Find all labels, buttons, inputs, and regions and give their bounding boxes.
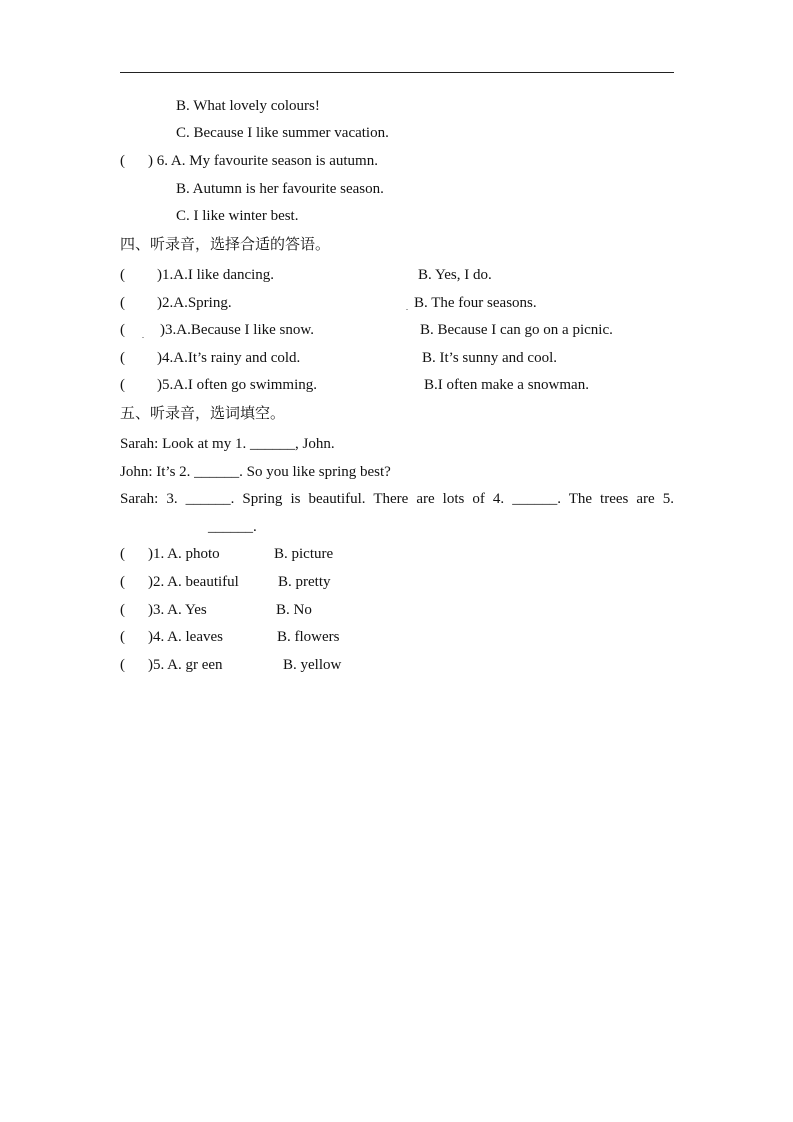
dialogue-line-3-continued: ______.: [208, 519, 257, 535]
section5-heading: 五、听录音，选词填空。: [120, 404, 286, 422]
s5-item4-paren: (: [120, 629, 125, 645]
dialogue-line-2: John: It’s 2. ______. So you like spring best?: [120, 464, 391, 480]
s4-item2-option-a: )2.A.Spring.: [157, 295, 232, 311]
s4-item5-paren: (: [120, 377, 125, 393]
s5-item1-option-b: B. picture: [274, 546, 334, 562]
s5-item4-option-a: )4. A. leaves: [148, 629, 223, 645]
q6-option-c: C. I like winter best.: [176, 208, 299, 224]
s4-item2-option-b: B. The four seasons.: [414, 295, 537, 311]
q6-option-b: B. Autumn is her favourite season.: [176, 181, 384, 197]
s4-item3-option-b: B. Because I can go on a picnic.: [420, 322, 613, 338]
s4-item1-paren: (: [120, 267, 125, 283]
s5-item2-option-a: )2. A. beautiful: [148, 574, 239, 590]
s5-item5-option-b: B. yellow: [283, 657, 342, 673]
dialogue-line-3-text: Sarah: 3. ______. Spring is beautiful. There are lots of 4. ______. The trees are 5.: [120, 491, 674, 507]
s5-item3-option-b: B. No: [276, 602, 312, 618]
prev-option-b: B. What lovely colours!: [176, 98, 320, 114]
s4-item3-paren: (: [120, 322, 125, 338]
s5-item3-option-a: )3. A. Yes: [148, 602, 207, 618]
q6-paren: (: [120, 153, 125, 169]
s4-item4-option-a: )4.A.It’s rainy and cold.: [157, 350, 301, 366]
s5-item1-paren: (: [120, 546, 125, 562]
s4-item3-option-a: )3.A.Because I like snow.: [160, 322, 314, 338]
s5-item2-option-b: B. pretty: [278, 574, 331, 590]
s4-item1-option-b: B. Yes, I do.: [418, 267, 492, 283]
s5-item3-paren: (: [120, 602, 125, 618]
dialogue-line-1: Sarah: Look at my 1. ______, John.: [120, 436, 335, 452]
s5-item1-option-a: )1. A. photo: [148, 546, 220, 562]
s4-item2-paren: (: [120, 295, 125, 311]
s4-item1-option-a: )1.A.I like dancing.: [157, 267, 275, 283]
s5-item4-option-b: B. flowers: [277, 629, 340, 645]
s5-item5-option-a: )5. A. gr een: [148, 657, 223, 673]
prev-option-c: C. Because I like summer vacation.: [176, 125, 389, 141]
stray-dot-mark: .: [406, 303, 408, 312]
s4-item5-option-a: )5.A.I often go swimming.: [157, 377, 317, 393]
s5-item5-paren: (: [120, 657, 125, 673]
s4-item4-option-b: B. It’s sunny and cool.: [422, 350, 557, 366]
q6-option-a: ) 6. A. My favourite season is autumn.: [148, 153, 378, 169]
header-rule: [120, 72, 674, 73]
s4-item4-paren: (: [120, 350, 125, 366]
stray-dot-mark: .: [142, 331, 144, 340]
s4-item5-option-b: B.I often make a snowman.: [424, 377, 589, 393]
s5-item2-paren: (: [120, 574, 125, 590]
section4-heading: 四、听录音，选择合适的答语。: [120, 235, 331, 253]
dialogue-line-3: [120, 489, 674, 509]
